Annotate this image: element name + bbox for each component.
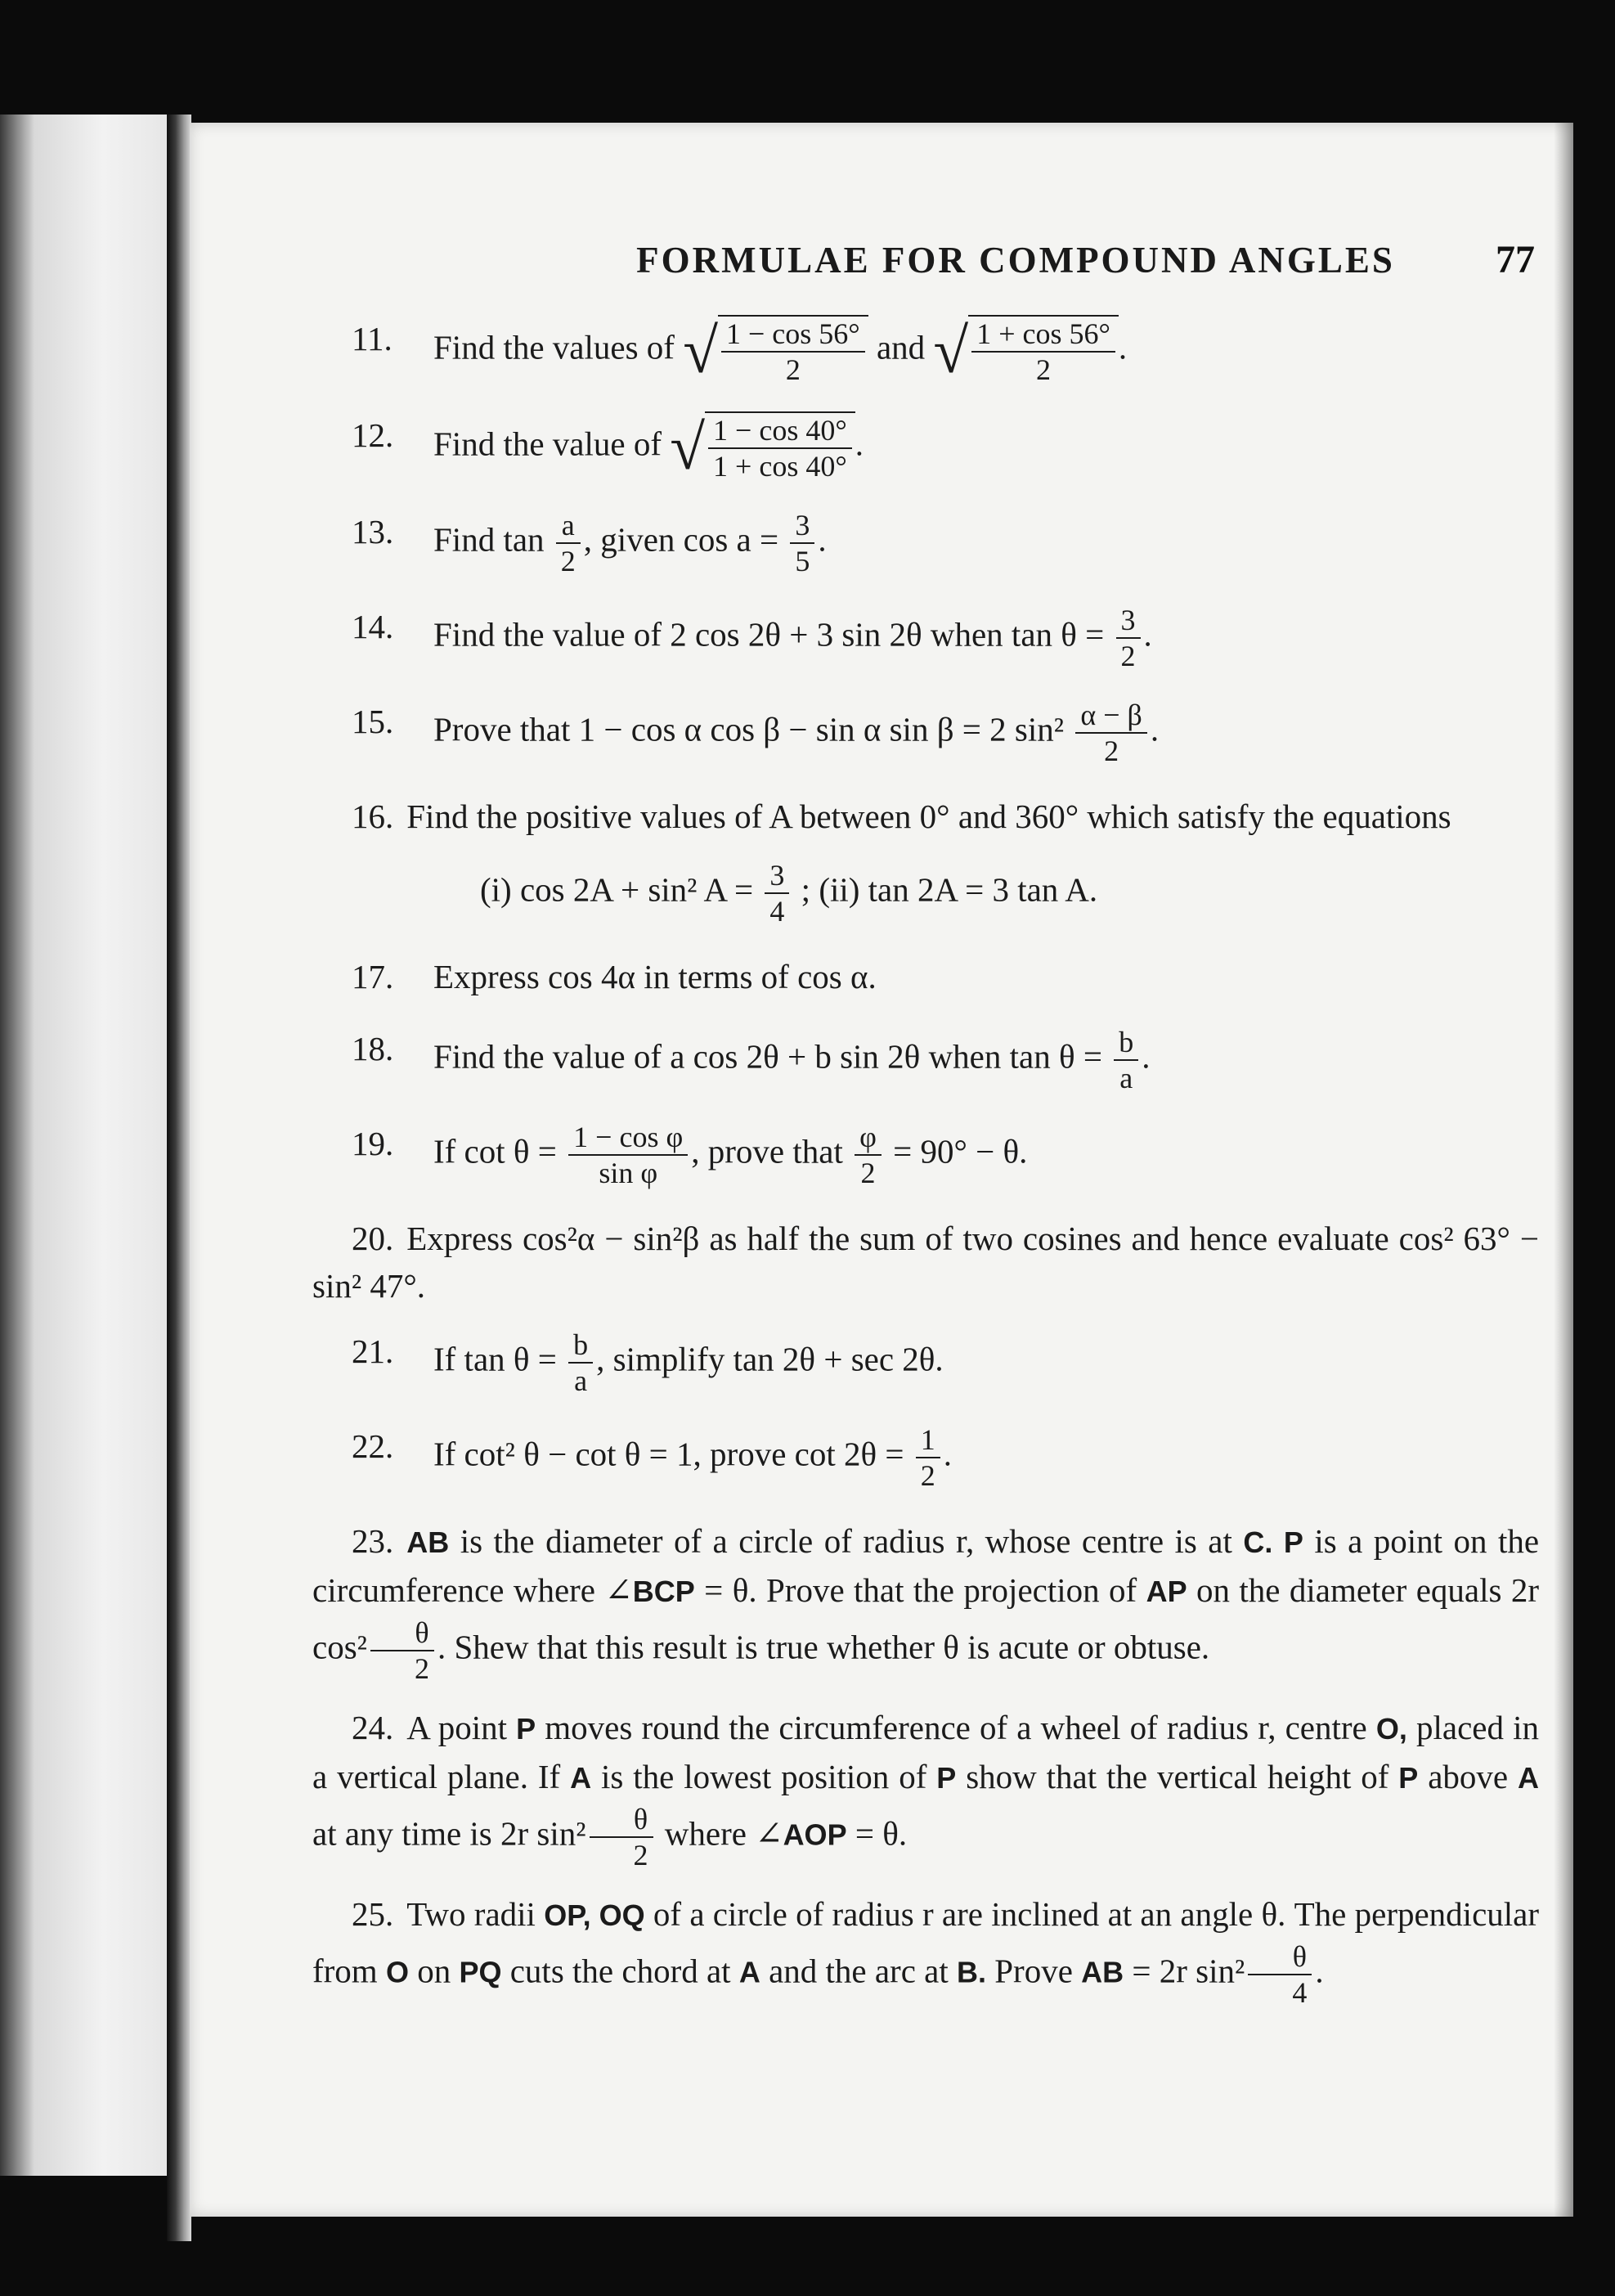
label: OP, OQ <box>544 1898 645 1932</box>
text: = θ. <box>855 1814 908 1853</box>
text: is the diameter of a circle of radius r, whose centre is at <box>460 1522 1232 1560</box>
label: C. <box>1243 1525 1273 1559</box>
text: . Shew that this result is true whether θ is acute or obtuse. <box>437 1628 1210 1666</box>
exercise-number: 22. <box>352 1427 394 1465</box>
numerator: θ <box>370 1615 434 1651</box>
exercise-20 <box>312 1215 1539 1310</box>
exercise-17 <box>312 953 1539 1000</box>
fraction <box>855 1120 882 1190</box>
exercise-number: 23. <box>352 1522 394 1560</box>
numerator: φ <box>855 1120 882 1156</box>
text: . <box>1315 1952 1324 1990</box>
label: A <box>738 1955 760 1989</box>
numerator: 1 − cos 56° <box>721 317 865 353</box>
denominator: 2 <box>560 545 576 577</box>
label: P <box>1283 1525 1303 1559</box>
text: Find the value of 2 cos 2θ + 3 sin 2θ when tan θ = <box>433 615 1105 654</box>
text: placed in a vertical plane. If <box>312 1709 1539 1795</box>
exercise-text <box>433 1120 1027 1190</box>
exercise-number: 24. <box>352 1709 394 1746</box>
label: AB <box>1081 1955 1124 1989</box>
fraction <box>1248 1939 1312 2010</box>
equation-2: ; (ii) tan 2A = 3 tan A. <box>801 870 1098 909</box>
fraction <box>370 1615 434 1686</box>
label: AP <box>1146 1575 1187 1608</box>
exercise-text <box>433 698 1159 768</box>
numerator: 3 <box>1116 603 1141 639</box>
text: . <box>1142 1037 1151 1076</box>
denominator: 2 <box>633 1839 648 1871</box>
fraction <box>790 508 814 578</box>
text: Prove that 1 − cos α cos β − sin α sin β = 2 sin² <box>433 710 1065 748</box>
label: AB <box>406 1525 450 1559</box>
text: . <box>818 520 827 559</box>
numerator: b <box>568 1328 593 1364</box>
numerator: α − β <box>1075 698 1146 734</box>
exercise-number: 15. <box>352 703 394 740</box>
exercise-18 <box>312 1025 1539 1095</box>
exercise-text <box>433 1025 1150 1095</box>
denominator: 2 <box>860 1157 876 1189</box>
page-edge-shadow <box>1554 123 1573 2217</box>
exercise-number: 25. <box>352 1895 394 1933</box>
exercise-text: Express cos 4α in terms of cos α. <box>433 958 877 995</box>
numerator: b <box>1114 1025 1138 1061</box>
text: moves round the circumference of a wheel of radius r, centre <box>545 1709 1367 1746</box>
text: Two radii <box>406 1895 536 1933</box>
label: BCP <box>632 1575 695 1608</box>
text: = θ. Prove that the projection of <box>704 1571 1137 1609</box>
exercise-list <box>312 315 1539 2028</box>
square-root: √ $\frac{1 - \cos 40^\circ}{1 + \cos 40^\circ}$ <box>670 411 855 483</box>
text: Find the value of <box>433 425 662 463</box>
exercise-number: 13. <box>352 513 394 550</box>
square-root: √ $\frac{1 + \cos 56^\circ}{2}$ <box>933 315 1119 387</box>
denominator: 5 <box>795 545 810 577</box>
exercise-text: Express cos²α − sin²β as half the sum of two cosines and hence evaluate cos² 63° − sin² 47°. <box>312 1220 1539 1305</box>
text: If cot² θ − cot θ = 1, prove cot 2θ = <box>433 1435 904 1473</box>
exercise-23 <box>312 1517 1539 1686</box>
text: is a point on the circumference where ∠ <box>312 1522 1540 1609</box>
exercise-number: 19. <box>352 1125 394 1162</box>
exercise-number: 21. <box>352 1332 394 1370</box>
numerator: 1 − cos φ <box>568 1120 688 1156</box>
denominator: 2 <box>785 353 801 386</box>
exercise-21 <box>312 1328 1539 1398</box>
numerator: a <box>556 508 581 544</box>
denominator: 4 <box>769 895 785 928</box>
exercise-14 <box>312 603 1539 673</box>
exercise-text <box>433 508 827 578</box>
label: P <box>516 1712 536 1746</box>
exercise-number: 11. <box>352 320 393 357</box>
text: above <box>1428 1758 1509 1795</box>
text: and <box>876 328 926 366</box>
exercise-text <box>433 1328 944 1398</box>
fraction <box>916 1422 940 1493</box>
denominator: 4 <box>1292 1976 1308 2009</box>
fraction <box>568 1328 593 1398</box>
exercise-25 <box>312 1890 1539 2010</box>
text: . <box>1118 328 1128 366</box>
text: and the arc at <box>769 1952 949 1990</box>
numerator: 3 <box>790 508 814 544</box>
exercise-number: 14. <box>352 608 394 645</box>
numerator: θ <box>1248 1939 1312 1975</box>
label: AOP <box>783 1817 847 1852</box>
fraction <box>721 317 865 387</box>
label: A <box>1518 1761 1540 1795</box>
label: A <box>570 1761 592 1795</box>
label: P <box>936 1761 957 1795</box>
fraction <box>1075 698 1146 768</box>
book-page <box>190 123 1573 2217</box>
facing-page-edge <box>0 115 172 2176</box>
text: Find the values of <box>433 328 675 366</box>
text: , prove that <box>691 1132 843 1170</box>
denominator: a <box>574 1364 588 1397</box>
fraction <box>556 508 581 578</box>
exercise-number: 20. <box>352 1220 394 1257</box>
denominator: 2 <box>1036 353 1052 386</box>
exercise-text <box>433 315 1127 387</box>
text: , given cos a = <box>583 520 779 559</box>
text: , simplify tan 2θ + sec 2θ. <box>596 1340 944 1378</box>
text: Prove <box>994 1952 1073 1990</box>
denominator: 2 <box>414 1652 429 1685</box>
book-gutter <box>167 115 191 2241</box>
exercise-text: Find the positive values of A between 0° and 360° which satisfy the equations <box>406 798 1451 835</box>
exercise-number: 12. <box>352 416 394 454</box>
exercise-number: 17. <box>352 958 394 995</box>
text: = 90° − θ. <box>893 1132 1028 1170</box>
exercise-13 <box>312 508 1539 578</box>
text: show that the vertical height of <box>966 1758 1389 1795</box>
text: If cot θ = <box>433 1132 557 1170</box>
denominator: 2 <box>1120 640 1136 672</box>
square-root: √ $\frac{1 - \cos 56^\circ}{2}$ <box>683 315 868 387</box>
numerator: θ <box>590 1802 653 1838</box>
exercise-16 <box>312 793 1539 840</box>
exercise-15 <box>312 698 1539 768</box>
text: of a circle of radius r are inclined at an angle θ. The perpendicular from <box>312 1895 1540 1990</box>
denominator: a <box>1119 1062 1133 1094</box>
text: where ∠ <box>664 1814 783 1853</box>
denominator: sin φ <box>599 1157 658 1189</box>
running-title: FORMULAE FOR COMPOUND ANGLES <box>636 240 1395 281</box>
fraction <box>1114 1025 1138 1095</box>
text: at any time is 2r sin² <box>312 1814 586 1853</box>
equation-1: (i) cos 2A + sin² A = <box>480 870 754 909</box>
exercise-24 <box>312 1704 1539 1872</box>
fraction <box>765 858 789 928</box>
text: If tan θ = <box>433 1340 557 1378</box>
exercise-number: 18. <box>352 1030 394 1067</box>
numerator: 1 + cos 56° <box>971 317 1115 353</box>
text: on <box>417 1952 451 1990</box>
fraction <box>708 413 852 483</box>
text: . <box>943 1435 953 1473</box>
exercise-22 <box>312 1422 1539 1493</box>
text: . <box>1150 710 1160 748</box>
denominator: 2 <box>1104 735 1119 767</box>
page-number: 77 <box>1496 238 1535 281</box>
exercise-11 <box>312 315 1539 387</box>
text: = 2r sin² <box>1132 1952 1245 1990</box>
text: A point <box>406 1709 508 1746</box>
exercise-16-equations <box>312 858 1539 928</box>
exercise-19 <box>312 1120 1539 1190</box>
denominator: 1 + cos 40° <box>713 450 847 483</box>
label: P <box>1398 1761 1419 1795</box>
text: . <box>1143 615 1152 654</box>
label: B. <box>957 1955 986 1989</box>
numerator: 1 − cos 40° <box>708 413 852 449</box>
label: O <box>385 1955 409 1989</box>
numerator: 1 <box>916 1422 940 1458</box>
exercise-text <box>433 603 1152 673</box>
denominator: 2 <box>920 1459 935 1492</box>
numerator: 3 <box>765 858 789 894</box>
text: on the diameter equals 2r cos² <box>312 1571 1540 1666</box>
text: . <box>855 425 864 463</box>
exercise-12 <box>312 411 1539 483</box>
text: is the lowest position of <box>600 1758 927 1795</box>
label: O, <box>1375 1712 1407 1746</box>
text: Find the value of a cos 2θ + b sin 2θ when tan θ = <box>433 1037 1102 1076</box>
exercise-text <box>433 1422 952 1493</box>
fraction <box>971 317 1115 387</box>
text: Find tan <box>433 520 545 559</box>
label: PQ <box>459 1955 502 1989</box>
exercise-text <box>433 411 864 483</box>
exercise-number: 16. <box>352 798 394 835</box>
fraction <box>590 1802 653 1872</box>
fraction <box>1116 603 1141 673</box>
text: cuts the chord at <box>509 1952 731 1990</box>
fraction <box>568 1120 688 1190</box>
